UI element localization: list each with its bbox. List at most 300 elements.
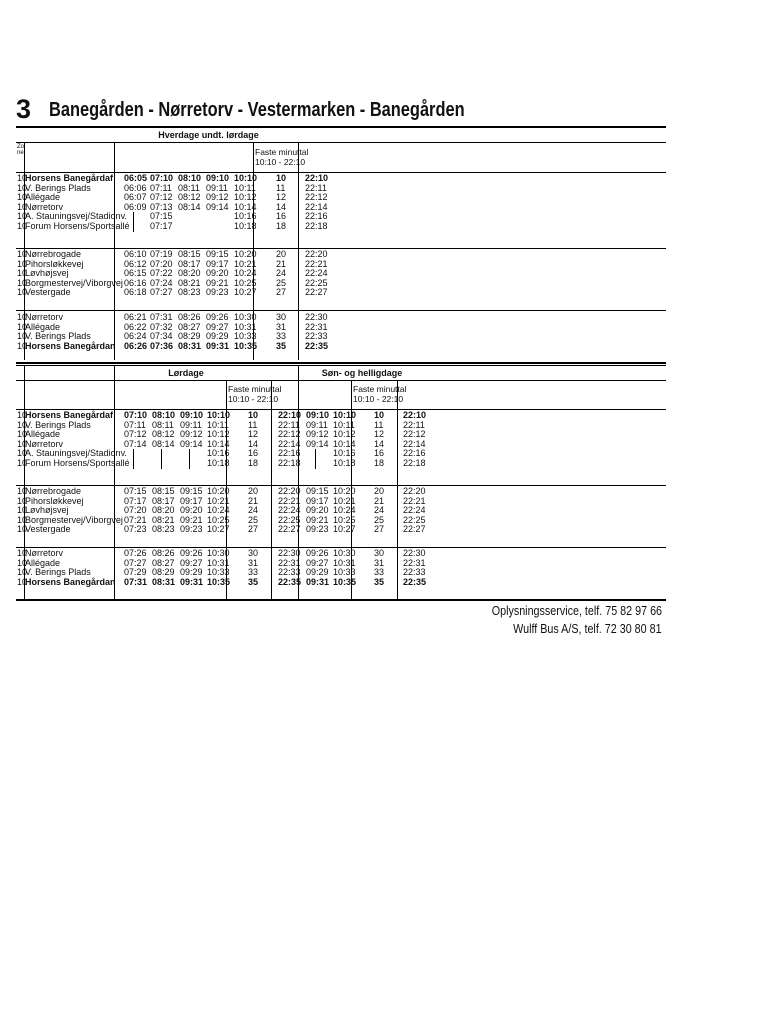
- stop-name: Horsens Banegård: [25, 340, 106, 351]
- zone-cell: 10: [17, 557, 28, 568]
- time-cell: 07:17: [150, 221, 173, 231]
- saturday-time-cell: 07:23: [124, 524, 147, 535]
- sunday-time-cell: 09:26: [306, 548, 329, 558]
- time-cell: 09:23: [206, 287, 229, 298]
- time-cell: 07:15: [150, 211, 173, 222]
- saturday-time-cell: 07:26: [124, 548, 147, 558]
- time-cell: 06:26: [124, 340, 148, 351]
- time-cell: 06:15: [124, 268, 147, 279]
- time-cell: 10:11: [234, 182, 256, 193]
- saturday-time-cell: 22:24: [278, 505, 301, 516]
- time-cell: 10:18: [234, 221, 257, 231]
- sunday-time-cell: 25: [374, 514, 385, 525]
- saturday-time-cell: 09:21: [180, 514, 203, 525]
- saturday-time-cell: 07:21: [124, 514, 147, 525]
- saturday-faste-left-divider: [226, 380, 227, 600]
- saturday-time-cell: 08:31: [152, 576, 176, 587]
- time-cell: 06:06: [124, 182, 147, 193]
- stop-suffix: af: [105, 410, 114, 420]
- sunday-time-cell: 22:20: [403, 486, 426, 496]
- time-cell: 16: [276, 211, 287, 222]
- skip-marker: [315, 449, 316, 459]
- sunday-time-cell: 10:24: [333, 505, 356, 516]
- time-cell: 07:31: [150, 312, 173, 322]
- time-cell: 14: [276, 201, 287, 212]
- saturday-time-cell: 08:26: [152, 548, 175, 558]
- saturday-time-cell: 10:12: [207, 429, 230, 440]
- sunday-time-cell: 09:31: [306, 576, 330, 587]
- sunday-time-cell: 22:25: [403, 514, 426, 525]
- weekend-bottom-border: [16, 599, 666, 601]
- saturday-time-cell: 10:11: [207, 419, 229, 430]
- sunday-time-cell: 09:23: [306, 524, 329, 535]
- time-cell: 07:12: [150, 192, 173, 203]
- zone-cell: 10: [17, 514, 28, 525]
- sunday-time-cell: 10:31: [333, 557, 356, 568]
- sunday-time-cell: 10:14: [333, 438, 356, 449]
- stop-name: Vestergade: [25, 524, 71, 535]
- saturday-time-cell: 08:12: [152, 429, 175, 440]
- saturday-time-cell: 09:12: [180, 429, 203, 440]
- saturday-time-cell: 22:25: [278, 514, 301, 525]
- time-cell: 09:21: [206, 277, 229, 288]
- stop-name: Horsens Banegård: [25, 576, 106, 587]
- time-cell: 18: [276, 221, 287, 231]
- weekday-bottom-border: [16, 362, 666, 364]
- saturday-time-cell: 09:23: [180, 524, 203, 535]
- time-cell: 06:18: [124, 287, 147, 298]
- zone-cell: 10: [17, 576, 28, 587]
- saturday-time-cell: 22:31: [278, 557, 301, 568]
- saturday-time-cell: 22:10: [278, 410, 302, 420]
- weekday-faste-line1: Faste minuttal: [255, 147, 309, 157]
- zone-column-header: Zone: [17, 144, 25, 156]
- saturday-faste-right-divider: [271, 380, 272, 600]
- sunday-time-cell: 10: [374, 410, 385, 420]
- saturday-time-cell: 07:15: [124, 486, 147, 496]
- faste-left-divider: [253, 142, 254, 360]
- time-cell: 06:16: [124, 277, 147, 288]
- sunday-time-cell: 31: [374, 557, 385, 568]
- saturday-time-cell: 22:11: [278, 419, 300, 430]
- time-cell: 10:16: [234, 211, 257, 222]
- time-cell: 09:11: [206, 182, 228, 193]
- zone-cell: 10: [17, 312, 28, 322]
- saturday-time-cell: 25: [248, 514, 259, 525]
- zone-cell: 10: [17, 221, 28, 231]
- saturday-time-cell: 09:11: [180, 419, 202, 430]
- weekday-block-divider-1: [16, 248, 666, 249]
- time-cell: 06:22: [124, 321, 147, 332]
- time-cell: 35: [276, 340, 287, 351]
- zone-cell: 10: [17, 321, 28, 332]
- sunday-time-cell: 09:17: [306, 495, 329, 506]
- stop-suffix: an: [105, 340, 116, 351]
- time-cell: 22:30: [305, 312, 328, 322]
- saturday-time-cell: 10:27: [207, 524, 230, 535]
- saturday-time-cell: 07:20: [124, 505, 147, 516]
- saturday-time-cell: 09:17: [180, 495, 203, 506]
- sunday-time-cell: 33: [374, 567, 385, 578]
- stop-name: Allégade: [25, 429, 61, 440]
- saturday-time-cell: 10: [248, 410, 259, 420]
- operator-line: Wulff Bus A/S, telf. 72 30 80 81: [513, 622, 662, 636]
- stop-name: Pihorsløkkevej: [25, 258, 84, 269]
- saturday-time-cell: 08:23: [152, 524, 175, 535]
- time-cell: 09:10: [206, 173, 230, 183]
- saturday-time-cell: 08:14: [152, 438, 175, 449]
- stop-name: Allégade: [25, 321, 61, 332]
- time-cell: 08:27: [178, 321, 201, 332]
- time-cell: 07:13: [150, 201, 173, 212]
- saturday-time-cell: 09:10: [180, 410, 204, 420]
- saturday-time-cell: 10:30: [207, 548, 230, 558]
- sunday-time-cell: 10:35: [333, 576, 357, 587]
- time-cell: 07:22: [150, 268, 173, 279]
- time-cell: 08:14: [178, 201, 201, 212]
- sunday-time-cell: 09:15: [306, 486, 329, 496]
- zone-cell: 10: [17, 331, 28, 342]
- stop-name: Nørretorv: [25, 438, 63, 449]
- time-cell: 22:24: [305, 268, 328, 279]
- time-cell: 22:12: [305, 192, 328, 203]
- sunday-faste-line1: Faste minuttal: [353, 384, 407, 394]
- zone-cell: 10: [17, 458, 28, 468]
- sunday-time-cell: 10:20: [333, 486, 356, 496]
- saturday-time-cell: 07:10: [124, 410, 148, 420]
- time-cell: 07:24: [150, 277, 173, 288]
- time-cell: 09:14: [206, 201, 229, 212]
- time-cell: 10:35: [234, 340, 258, 351]
- skip-marker: [161, 449, 162, 459]
- zone-cell: 10: [17, 287, 28, 298]
- stop-name: Nørretorv: [25, 312, 63, 322]
- stop-name: Løvhøjsvej: [25, 268, 69, 279]
- saturday-time-cell: 09:14: [180, 438, 203, 449]
- sunday-time-cell: 22:27: [403, 524, 426, 535]
- saturday-time-cell: 21: [248, 495, 259, 506]
- stop-name: Nørrebrogade: [25, 249, 82, 259]
- sunday-time-cell: 10:25: [333, 514, 356, 525]
- saturday-time-cell: 07:31: [124, 576, 148, 587]
- saturday-time-cell: 09:20: [180, 505, 203, 516]
- time-cell: 21: [276, 258, 287, 269]
- saturday-time-cell: 22:20: [278, 486, 301, 496]
- time-cell: 22:31: [305, 321, 328, 332]
- sunday-time-cell: 22:35: [403, 576, 427, 587]
- sunday-time-cell: 30: [374, 548, 385, 558]
- sunday-time-cell: 09:29: [306, 567, 329, 578]
- time-cell: 07:36: [150, 340, 174, 351]
- skip-marker: [133, 449, 134, 459]
- info-service-line: Oplysningsservice, telf. 75 82 97 66: [491, 604, 662, 618]
- sunday-time-cell: 09:14: [306, 438, 329, 449]
- stop-name: A. Stauningsvej/Stadionv.: [25, 211, 127, 222]
- saturday-time-cell: 08:21: [152, 514, 175, 525]
- time-cell: 09:15: [206, 249, 229, 259]
- saturday-time-cell: 10:20: [207, 486, 230, 496]
- sunday-time-cell: 22:12: [403, 429, 426, 440]
- saturday-time-cell: 10:35: [207, 576, 231, 587]
- stop-name: Borgmestervej/Viborgvej: [25, 277, 123, 288]
- zone-cell: 10: [17, 524, 28, 535]
- sunday-time-cell: 35: [374, 576, 385, 587]
- sunday-time-cell: 10:12: [333, 429, 356, 440]
- sunday-time-cell: 24: [374, 505, 385, 516]
- time-cell: 08:31: [178, 340, 202, 351]
- saturday-faste-line2: 10:10 - 22:10: [228, 394, 279, 404]
- saturday-time-cell: 08:17: [152, 495, 175, 506]
- time-cell: 10:27: [234, 287, 257, 298]
- stop-name: Nørretorv: [25, 548, 63, 558]
- saturday-faste-line1: Faste minuttal: [228, 384, 282, 394]
- saturday-time-cell: 10:18: [207, 458, 230, 468]
- sunday-time-cell: 16: [374, 448, 385, 459]
- sunday-faste-line2: 10:10 - 22:10: [353, 394, 404, 404]
- weekday-block-divider-2: [16, 310, 666, 311]
- time-cell: 08:15: [178, 249, 201, 259]
- time-cell: 20: [276, 249, 287, 259]
- stop-name: Borgmestervej/Viborgvej: [25, 514, 123, 525]
- weekday-band-label: Hverdage undt. lørdage: [158, 130, 259, 140]
- sunday-time-cell: 18: [374, 458, 385, 468]
- zone-cell: 10: [17, 192, 28, 203]
- saturday-time-cell: 22:21: [278, 495, 301, 506]
- stop-name: V. Berings Plads: [25, 567, 91, 578]
- zone-cell: 10: [17, 495, 28, 506]
- stop-name: Pihorsløkkevej: [25, 495, 84, 506]
- time-cell: 10:14: [234, 201, 257, 212]
- stop-name: Vestergade: [25, 287, 71, 298]
- saturday-time-cell: 20: [248, 486, 259, 496]
- sunday-time-cell: 27: [374, 524, 385, 535]
- sunday-time-cell: 10:33: [333, 567, 356, 578]
- zone-cell: 10: [17, 340, 28, 351]
- sunday-time-cell: 09:21: [306, 514, 329, 525]
- saturday-time-cell: 07:11: [124, 419, 146, 430]
- time-cell: 12: [276, 192, 287, 203]
- zone-cell: 10: [17, 249, 28, 259]
- zone-cell: 10: [17, 268, 28, 279]
- time-cell: 07:11: [150, 182, 172, 193]
- saturday-time-cell: 10:10: [207, 410, 231, 420]
- saturday-time-cell: 07:29: [124, 567, 147, 578]
- weekday-top-border: [16, 126, 666, 128]
- time-cell: 06:12: [124, 258, 147, 269]
- stop-name: Allégade: [25, 192, 61, 203]
- saturday-time-cell: 08:11: [152, 419, 174, 430]
- saturday-time-cell: 35: [248, 576, 259, 587]
- skip-marker: [315, 459, 316, 469]
- time-cell: 22:20: [305, 249, 328, 259]
- saturday-time-cell: 09:26: [180, 548, 203, 558]
- time-cell: 06:07: [124, 192, 147, 203]
- stop-name: Nørretorv: [25, 201, 63, 212]
- time-cell: 09:31: [206, 340, 230, 351]
- zone-cell: 10: [17, 182, 28, 193]
- time-cell: 09:20: [206, 268, 229, 279]
- stop-name: Forum Horsens/Sportsallé: [25, 458, 130, 468]
- saturday-sunday-divider: [298, 365, 299, 600]
- saturday-time-cell: 08:10: [152, 410, 176, 420]
- zone-divider: [24, 142, 25, 360]
- time-cell: 08:11: [178, 182, 200, 193]
- sunday-band-label: Søn- og helligdage: [321, 368, 403, 378]
- sunday-time-cell: 12: [374, 429, 385, 440]
- route-title: Banegården - Nørretorv - Vestermarken - Banegården: [49, 99, 465, 121]
- saturday-time-cell: 07:14: [124, 438, 147, 449]
- time-cell: 22:10: [305, 173, 329, 183]
- sunday-time-cell: 22:14: [403, 438, 426, 449]
- sunday-faste-left-divider: [351, 380, 352, 600]
- zone-cell: 10: [17, 173, 28, 183]
- time-cell: 08:21: [178, 277, 201, 288]
- sunday-time-cell: 09:12: [306, 429, 329, 440]
- stop-name: Forum Horsens/Sportsallé: [25, 221, 130, 231]
- time-cell: 08:12: [178, 192, 201, 203]
- zone-cell: 10: [17, 277, 28, 288]
- sunday-time-cell: 22:11: [403, 419, 425, 430]
- weekend-block-divider-1: [16, 485, 666, 486]
- saturday-time-cell: 22:18: [278, 458, 301, 468]
- time-cell: 10:25: [234, 277, 257, 288]
- skip-marker: [189, 449, 190, 459]
- sunday-faste-right-divider: [397, 380, 398, 600]
- time-cell: 33: [276, 331, 287, 342]
- sunday-time-cell: 11: [374, 419, 384, 430]
- zone-cell: 10: [17, 438, 28, 449]
- time-cell: 06:09: [124, 201, 147, 212]
- time-cell: 06:10: [124, 249, 147, 259]
- saturday-time-cell: 11: [248, 419, 258, 430]
- saturday-time-cell: 22:12: [278, 429, 301, 440]
- time-cell: 09:27: [206, 321, 229, 332]
- saturday-time-cell: 10:31: [207, 557, 230, 568]
- sunday-time-cell: 09:20: [306, 505, 329, 516]
- faste-right-divider: [298, 142, 299, 360]
- saturday-time-cell: 27: [248, 524, 259, 535]
- time-cell: 22:18: [305, 221, 328, 231]
- time-cell: 10:10: [234, 173, 258, 183]
- saturday-time-cell: 33: [248, 567, 259, 578]
- weekday-faste-line2: 10:10 - 22:10: [255, 157, 306, 167]
- time-cell: 10:31: [234, 321, 257, 332]
- time-cell: 07:20: [150, 258, 173, 269]
- sunday-time-cell: 22:33: [403, 567, 426, 578]
- time-cell: 08:10: [178, 173, 202, 183]
- saturday-time-cell: 30: [248, 548, 259, 558]
- saturday-time-cell: 08:20: [152, 505, 175, 516]
- time-cell: 31: [276, 321, 287, 332]
- zone-cell: 10: [17, 419, 28, 430]
- saturday-time-cell: 24: [248, 505, 259, 516]
- time-cell: 10:21: [234, 258, 257, 269]
- saturday-time-cell: 16: [248, 448, 259, 459]
- zone-cell: 10: [17, 258, 28, 269]
- zone-cell: 10: [17, 410, 28, 420]
- saturday-time-cell: 09:15: [180, 486, 203, 496]
- time-cell: 10:33: [234, 331, 257, 342]
- saturday-time-cell: 10:33: [207, 567, 230, 578]
- time-cell: 07:19: [150, 249, 173, 259]
- time-cell: 06:05: [124, 173, 148, 183]
- skip-marker: [133, 212, 134, 222]
- saturday-time-cell: 22:27: [278, 524, 301, 535]
- skip-marker: [133, 459, 134, 469]
- saturday-time-cell: 07:17: [124, 495, 147, 506]
- time-cell: 10:20: [234, 249, 257, 259]
- saturday-time-cell: 08:15: [152, 486, 175, 496]
- saturday-time-cell: 07:12: [124, 429, 147, 440]
- time-cell: 09:17: [206, 258, 229, 269]
- weekend-stop-divider: [114, 365, 115, 600]
- time-cell: 11: [276, 182, 286, 193]
- sunday-time-cell: 09:27: [306, 557, 329, 568]
- skip-marker: [161, 459, 162, 469]
- time-cell: 08:29: [178, 331, 201, 342]
- time-cell: 30: [276, 312, 287, 322]
- saturday-time-cell: 14: [248, 438, 259, 449]
- skip-marker: [189, 459, 190, 469]
- saturday-time-cell: 22:35: [278, 576, 302, 587]
- sunday-time-cell: 22:31: [403, 557, 426, 568]
- sunday-time-cell: 22:18: [403, 458, 426, 468]
- sunday-time-cell: 10:18: [333, 458, 356, 468]
- sunday-time-cell: 22:16: [403, 448, 426, 459]
- saturday-time-cell: 08:29: [152, 567, 175, 578]
- time-cell: 07:32: [150, 321, 173, 332]
- sunday-time-cell: 22:10: [403, 410, 427, 420]
- sunday-time-cell: 10:11: [333, 419, 355, 430]
- sunday-time-cell: 09:11: [306, 419, 328, 430]
- stop-name: Horsens Banegård: [25, 410, 106, 420]
- sunday-time-cell: 14: [374, 438, 385, 449]
- time-cell: 06:21: [124, 312, 147, 322]
- weekend-zone-divider: [24, 365, 25, 600]
- stop-suffix: an: [105, 576, 116, 587]
- time-cell: 10:30: [234, 312, 257, 322]
- stop-name: Horsens Banegård: [25, 173, 106, 183]
- stop-suffix: af: [105, 173, 114, 183]
- time-cell: 08:26: [178, 312, 201, 322]
- time-cell: 22:33: [305, 331, 328, 342]
- saturday-time-cell: 10:25: [207, 514, 230, 525]
- saturday-time-cell: 09:29: [180, 567, 203, 578]
- saturday-time-cell: 22:14: [278, 438, 301, 449]
- time-cell: 09:29: [206, 331, 229, 342]
- zone-cell: 10: [17, 548, 28, 558]
- time-cell: 06:24: [124, 331, 147, 342]
- skip-marker: [133, 222, 134, 232]
- sunday-time-cell: 21: [374, 495, 385, 506]
- route-number: 3: [16, 94, 32, 124]
- time-cell: 27: [276, 287, 287, 298]
- time-cell: 10:24: [234, 268, 257, 279]
- stop-name: V. Berings Plads: [25, 182, 91, 193]
- sunday-time-cell: 22:30: [403, 548, 426, 558]
- saturday-time-cell: 10:21: [207, 495, 230, 506]
- time-cell: 08:20: [178, 268, 201, 279]
- time-cell: 10:12: [234, 192, 257, 203]
- zone-cell: 10: [17, 567, 28, 578]
- stop-name: V. Berings Plads: [25, 331, 91, 342]
- time-cell: 22:25: [305, 277, 328, 288]
- weekend-block-divider-2: [16, 547, 666, 548]
- saturday-time-cell: 22:30: [278, 548, 301, 558]
- saturday-time-cell: 07:27: [124, 557, 147, 568]
- sunday-time-cell: 10:10: [333, 410, 357, 420]
- time-cell: 10: [276, 173, 287, 183]
